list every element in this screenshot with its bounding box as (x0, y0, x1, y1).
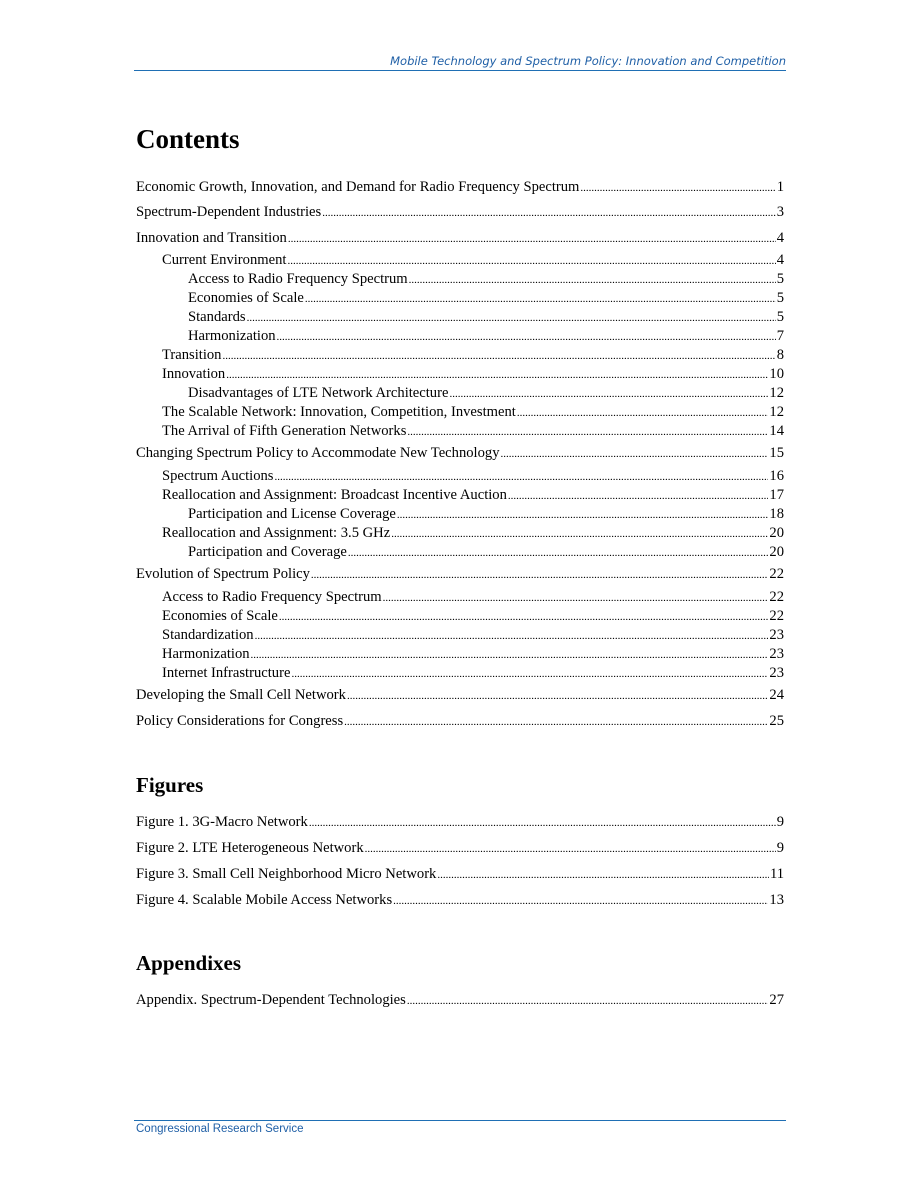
toc-entry-page: 12 (769, 385, 784, 401)
toc-entry-page: 5 (776, 309, 784, 325)
figure-entry-page: 9 (776, 814, 784, 830)
appendixes-heading: Appendixes (136, 951, 242, 975)
toc-entry-title: Reallocation and Assignment: 3.5 GHz (162, 525, 391, 541)
appendix-entry-page: 27 (769, 992, 784, 1008)
figure-entry[interactable] (136, 865, 784, 883)
toc-entry-page: 17 (769, 487, 784, 503)
dot-leader (247, 309, 776, 327)
toc-entry-title: Economic Growth, Innovation, and Demand for Radio Frequency Spectrum (136, 179, 580, 195)
toc-entry-page: 5 (776, 290, 784, 306)
toc-entry-page: 25 (769, 713, 784, 729)
dot-leader (226, 366, 768, 384)
toc-entry-page: 22 (769, 589, 784, 605)
toc-entry-page: 1 (776, 179, 784, 195)
appendix-entry[interactable] (136, 991, 784, 1009)
toc-entry[interactable] (136, 543, 784, 561)
toc-entry-page: 20 (769, 544, 784, 560)
toc-entry-page: 4 (776, 230, 784, 246)
toc-entry[interactable] (136, 327, 784, 345)
toc-entry[interactable] (136, 308, 784, 326)
figures-heading: Figures (136, 773, 204, 797)
toc-entry-title: Economies of Scale (162, 608, 278, 624)
toc-entry-title: The Scalable Network: Innovation, Competition, Investment (162, 404, 516, 420)
toc-entry-title: Evolution of Spectrum Policy (136, 566, 310, 582)
toc-entry[interactable] (136, 645, 784, 663)
dot-leader (347, 687, 768, 705)
toc-entry-title: Policy Considerations for Congress (136, 713, 344, 729)
dot-leader (365, 840, 776, 858)
figure-entry-page: 9 (776, 840, 784, 856)
toc-entry-title: Innovation and Transition (136, 230, 287, 246)
dot-leader (255, 627, 769, 645)
figure-entry-page: 13 (769, 892, 784, 908)
toc-entry[interactable] (136, 346, 784, 364)
dot-leader (274, 468, 768, 486)
figure-entry-title: Figure 3. Small Cell Neighborhood Micro Network (136, 866, 437, 882)
toc-entry-title: Participation and Coverage (188, 544, 347, 560)
toc-entry-title: Reallocation and Assignment: Broadcast Incentive Auction (162, 487, 507, 503)
dot-leader (407, 423, 768, 441)
toc-entry[interactable] (136, 403, 784, 421)
toc-entry-title: Transition (162, 347, 222, 363)
toc-entry[interactable] (136, 607, 784, 625)
toc-entry[interactable] (136, 251, 784, 269)
toc-entry[interactable] (136, 686, 784, 704)
toc-entry-title: Harmonization (162, 646, 250, 662)
toc-entry[interactable] (136, 505, 784, 523)
toc-entry[interactable] (136, 229, 784, 247)
toc-entry[interactable] (136, 467, 784, 485)
toc-entry-title: Spectrum-Dependent Industries (136, 204, 322, 220)
toc-entry-page: 16 (769, 468, 784, 484)
toc-entry-page: 5 (776, 271, 784, 287)
dot-leader (517, 404, 769, 422)
toc-entry-page: 4 (776, 252, 784, 268)
dot-leader (397, 506, 769, 524)
figure-entry-page: 11 (769, 866, 784, 882)
dot-leader (288, 230, 776, 248)
toc-entry-title: Changing Spectrum Policy to Accommodate New Technology (136, 445, 500, 461)
dot-leader (437, 866, 769, 884)
figure-entry[interactable] (136, 891, 784, 909)
toc-entry[interactable] (136, 486, 784, 504)
toc-entry-title: Standards (188, 309, 246, 325)
toc-entry-page: 23 (769, 627, 784, 643)
contents-heading: Contents (136, 124, 240, 154)
toc-entry[interactable] (136, 365, 784, 383)
toc-entry-page: 24 (769, 687, 784, 703)
dot-leader (409, 271, 776, 289)
toc-entry-title: Participation and License Coverage (188, 506, 396, 522)
toc-entry-title: Access to Radio Frequency Spectrum (188, 271, 408, 287)
dot-leader (501, 445, 769, 463)
toc-entry[interactable] (136, 565, 784, 583)
toc-entry-page: 14 (769, 423, 784, 439)
toc-entry-page: 15 (769, 445, 784, 461)
toc-entry-page: 23 (769, 665, 784, 681)
dot-leader (309, 814, 776, 832)
toc-entry-page: 7 (776, 328, 784, 344)
toc-entry[interactable] (136, 422, 784, 440)
dot-leader (322, 204, 775, 222)
toc-entry[interactable] (136, 270, 784, 288)
toc-entry[interactable] (136, 588, 784, 606)
dot-leader (449, 385, 768, 403)
figure-entry-title: Figure 1. 3G-Macro Network (136, 814, 308, 830)
toc-entry-page: 22 (769, 566, 784, 582)
toc-entry-title: The Arrival of Fifth Generation Networks (162, 423, 407, 439)
dot-leader (580, 179, 775, 197)
dot-leader (305, 290, 776, 308)
toc-entry-title: Economies of Scale (188, 290, 304, 306)
running-footer: Congressional Research Service (136, 1123, 304, 1135)
toc-entry-page: 18 (769, 506, 784, 522)
dot-leader (279, 608, 769, 626)
toc-entry-title: Internet Infrastructure (162, 665, 291, 681)
dot-leader (391, 525, 768, 543)
toc-entry[interactable] (136, 444, 784, 462)
running-header: Mobile Technology and Spectrum Policy: Innovation and Competition (134, 54, 786, 71)
toc-entry-title: Harmonization (188, 328, 276, 344)
toc-entry[interactable] (136, 524, 784, 542)
dot-leader (291, 665, 768, 683)
dot-leader (508, 487, 769, 505)
dot-leader (344, 713, 768, 731)
toc-entry-page: 12 (769, 404, 784, 420)
dot-leader (222, 347, 775, 365)
toc-entry-page: 23 (769, 646, 784, 662)
toc-entry-page: 10 (769, 366, 784, 382)
toc-entry-page: 3 (776, 204, 784, 220)
figure-entry-title: Figure 4. Scalable Mobile Access Networks (136, 892, 393, 908)
toc-entry-page: 8 (776, 347, 784, 363)
toc-entry-page: 22 (769, 608, 784, 624)
dot-leader (287, 252, 775, 270)
dot-leader (407, 992, 769, 1010)
toc-entry-title: Developing the Small Cell Network (136, 687, 346, 703)
dot-leader (383, 589, 769, 607)
toc-entry-title: Current Environment (162, 252, 287, 268)
appendix-entry-title: Appendix. Spectrum-Dependent Technologies (136, 992, 406, 1008)
footer-rule (134, 1120, 786, 1121)
toc-entry-title: Innovation (162, 366, 226, 382)
toc-entry[interactable] (136, 664, 784, 682)
toc-entry[interactable] (136, 203, 784, 221)
toc-entry-page: 20 (769, 525, 784, 541)
dot-leader (311, 566, 769, 584)
toc-entry[interactable] (136, 626, 784, 644)
figure-entry[interactable] (136, 813, 784, 831)
toc-entry-title: Standardization (162, 627, 254, 643)
figure-entry[interactable] (136, 839, 784, 857)
toc-entry-title: Access to Radio Frequency Spectrum (162, 589, 382, 605)
toc-entry-title: Disadvantages of LTE Network Architecture (188, 385, 449, 401)
dot-leader (348, 544, 769, 562)
toc-entry[interactable] (136, 384, 784, 402)
toc-entry-title: Spectrum Auctions (162, 468, 274, 484)
figure-entry-title: Figure 2. LTE Heterogeneous Network (136, 840, 364, 856)
toc-entry[interactable] (136, 178, 784, 196)
toc-entry[interactable] (136, 712, 784, 730)
dot-leader (277, 328, 776, 346)
toc-entry[interactable] (136, 289, 784, 307)
dot-leader (393, 892, 768, 910)
dot-leader (251, 646, 769, 664)
